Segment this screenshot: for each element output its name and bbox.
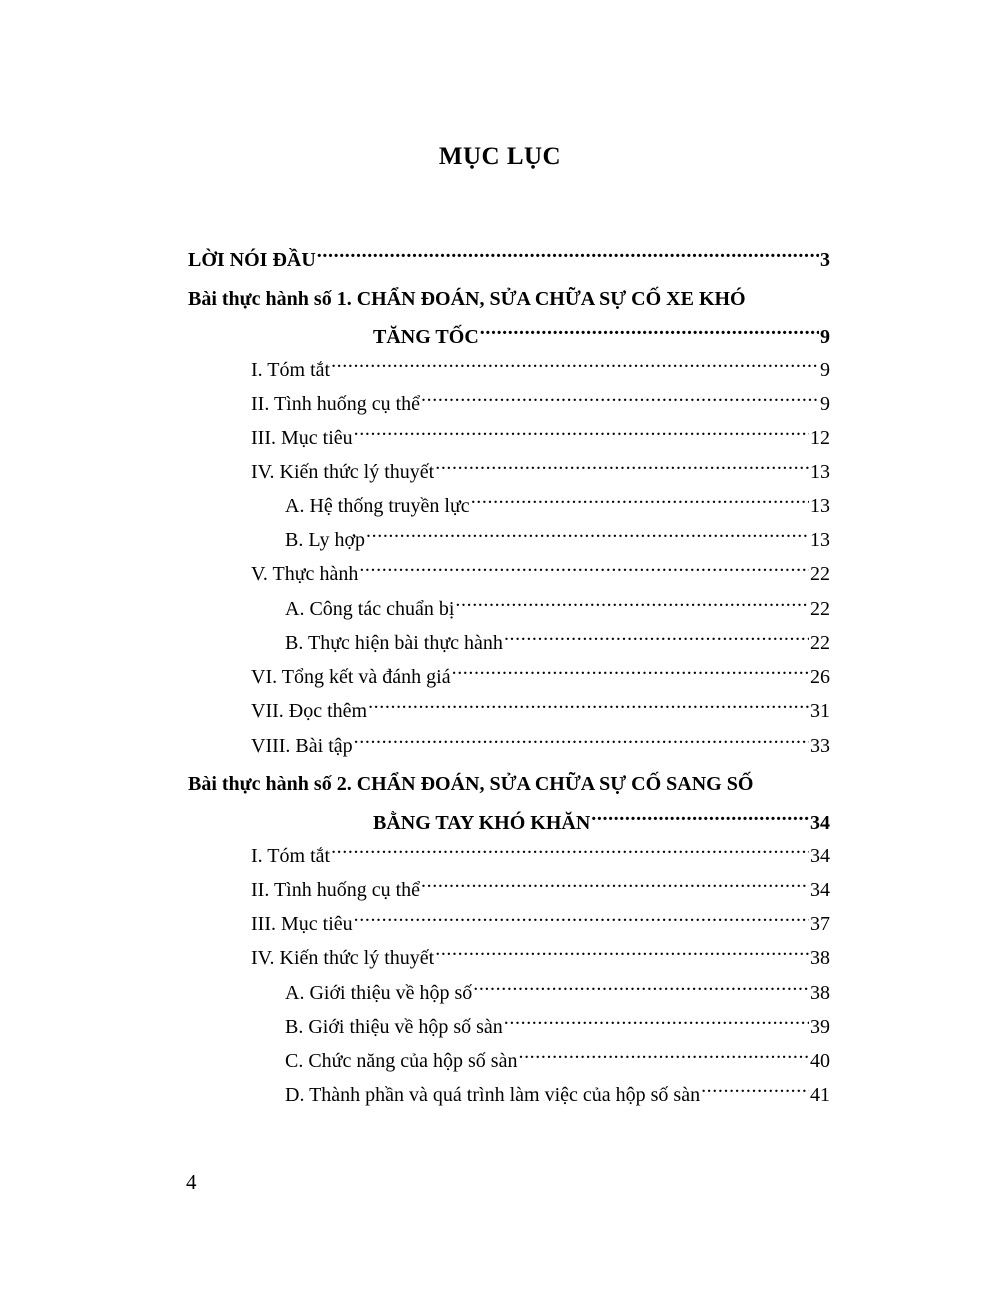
toc-entry[interactable] — [251, 380, 830, 415]
toc-entry-page: 9 — [820, 359, 830, 381]
toc-entry[interactable] — [251, 900, 830, 935]
toc-entry-label: III. Mục tiêu — [251, 427, 353, 449]
toc-entry-page: 41 — [810, 1084, 830, 1106]
toc-entry-page: 22 — [810, 563, 830, 585]
dot-leader — [368, 687, 809, 717]
toc-entry-label: LỜI NÓI ĐẦU — [188, 249, 316, 271]
toc-entry-label: I. Tóm tắt — [251, 845, 331, 867]
toc-entry-page: 3 — [820, 249, 830, 271]
toc-entry-page: 13 — [810, 461, 830, 483]
toc-subentry[interactable] — [285, 1037, 830, 1072]
dot-leader — [591, 799, 809, 829]
toc-entry-intro[interactable] — [188, 236, 830, 271]
toc-entry-label: C. Chức năng của hộp số sàn — [285, 1050, 518, 1072]
toc-entry-label: VII. Đọc thêm — [251, 700, 368, 722]
toc-entry-page: 34 — [810, 845, 830, 867]
toc-entry[interactable] — [251, 346, 830, 381]
toc-entry-page: 39 — [810, 1016, 830, 1038]
toc-entry-label: II. Tình huống cụ thể — [251, 879, 421, 901]
dot-leader — [421, 380, 819, 410]
dot-leader — [455, 585, 809, 615]
dot-leader — [354, 414, 809, 444]
toc-subentry[interactable] — [285, 1003, 830, 1038]
toc-subentry[interactable] — [285, 585, 830, 620]
toc-entry-label: IV. Kiến thức lý thuyết — [251, 461, 435, 483]
toc-subentry[interactable] — [285, 482, 830, 517]
dot-leader — [354, 900, 809, 930]
dot-leader — [504, 1003, 809, 1033]
toc-entry-label: V. Thực hành — [251, 563, 359, 585]
toc-entry-lesson-2[interactable] — [373, 799, 830, 834]
toc-subentry[interactable] — [285, 969, 830, 1004]
toc-entry-page: 31 — [810, 700, 830, 722]
toc-heading-lesson-2[interactable]: Bài thực hành số 2. CHẨN ĐOÁN, SỬA CHỮA SỰ CỐ SANG SỐ — [188, 773, 754, 795]
toc-subentry[interactable] — [285, 516, 830, 551]
toc-entry-page: 34 — [810, 812, 830, 834]
dot-leader — [331, 346, 819, 376]
toc-entry-label: A. Công tác chuẩn bị — [285, 598, 455, 620]
dot-leader — [473, 969, 809, 999]
toc-entry-page: 40 — [810, 1050, 830, 1072]
toc-entry-label: B. Thực hiện bài thực hành — [285, 632, 503, 654]
dot-leader — [435, 934, 809, 964]
toc-entry-page: 22 — [810, 598, 830, 620]
toc-subentry[interactable] — [285, 1071, 830, 1106]
toc-entry[interactable] — [251, 414, 830, 449]
toc-entry-page: 22 — [810, 632, 830, 654]
dot-leader — [518, 1037, 809, 1067]
toc-entry[interactable] — [251, 832, 830, 867]
dot-leader — [435, 448, 809, 478]
dot-leader — [421, 866, 809, 896]
dot-leader — [471, 482, 809, 512]
toc-heading-lesson-1[interactable]: Bài thực hành số 1. CHẨN ĐOÁN, SỬA CHỮA SỰ CỐ XE KHÓ — [188, 288, 746, 310]
dot-leader — [317, 236, 819, 266]
toc-subentry[interactable] — [285, 619, 830, 654]
toc-entry-label: BẰNG TAY KHÓ KHĂN — [373, 812, 591, 834]
dot-leader — [331, 832, 809, 862]
toc-entry-label: D. Thành phần và quá trình làm việc của hộp số sàn — [285, 1084, 701, 1106]
dot-leader — [504, 619, 809, 649]
toc-entry-page: 13 — [810, 529, 830, 551]
toc-entry-page: 9 — [820, 393, 830, 415]
toc-entry-page: 38 — [810, 982, 830, 1004]
toc-entry-label: TĂNG TỐC — [373, 326, 479, 348]
dot-leader — [354, 722, 809, 752]
toc-entry-page: 33 — [810, 735, 830, 757]
toc-entry-page: 37 — [810, 913, 830, 935]
toc-entry-label: B. Giới thiệu về hộp số sàn — [285, 1016, 503, 1038]
toc-entry-label: A. Giới thiệu về hộp số — [285, 982, 473, 1004]
toc-entry-label: IV. Kiến thức lý thuyết — [251, 947, 435, 969]
toc-entry[interactable] — [251, 653, 830, 688]
dot-leader — [452, 653, 809, 683]
page-title: MỤC LỤC — [438, 143, 562, 170]
toc-entry[interactable] — [251, 866, 830, 901]
toc-entry[interactable] — [251, 934, 830, 969]
toc-entry[interactable] — [251, 687, 830, 722]
toc-entry-page: 26 — [810, 666, 830, 688]
toc-entry-label: III. Mục tiêu — [251, 913, 353, 935]
toc-entry-page: 9 — [820, 326, 830, 348]
toc-entry-label: II. Tình huống cụ thể — [251, 393, 421, 415]
dot-leader — [359, 550, 809, 580]
dot-leader — [480, 313, 819, 343]
dot-leader — [701, 1071, 809, 1101]
dot-leader — [366, 516, 809, 546]
toc-entry[interactable] — [251, 722, 830, 757]
toc-entry-label: B. Ly hợp — [285, 529, 366, 551]
toc-entry[interactable] — [251, 448, 830, 483]
toc-entry[interactable] — [251, 550, 830, 585]
toc-entry-page: 38 — [810, 947, 830, 969]
toc-entry-page: 34 — [810, 879, 830, 901]
toc-entry-label: VI. Tổng kết và đánh giá — [251, 666, 451, 688]
toc-entry-label: I. Tóm tắt — [251, 359, 331, 381]
toc-entry-page: 13 — [810, 495, 830, 517]
toc-entry-label: A. Hệ thống truyền lực — [285, 495, 470, 517]
page-number: 4 — [186, 1170, 197, 1194]
toc-entry-label: VIII. Bài tập — [251, 735, 353, 757]
toc-entry-page: 12 — [810, 427, 830, 449]
toc-entry-lesson-1[interactable] — [373, 313, 830, 348]
